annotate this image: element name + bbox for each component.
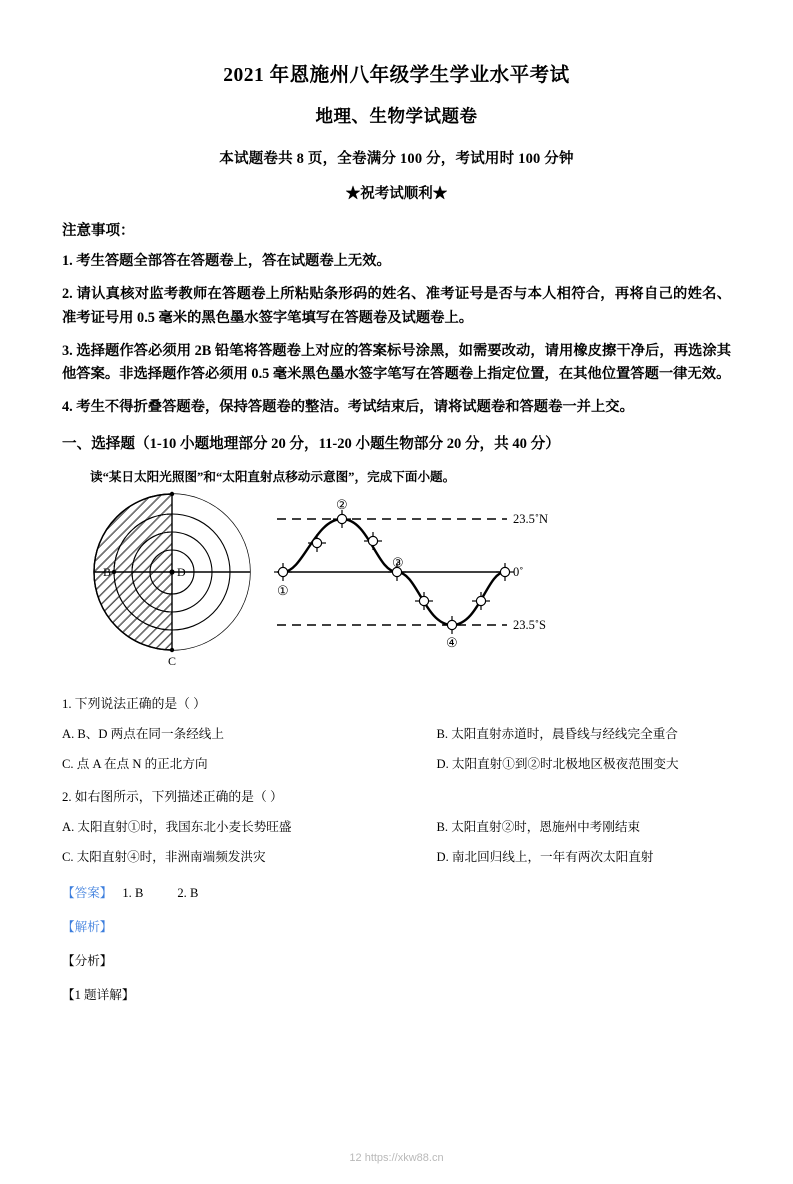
figure-sun-illumination (62, 489, 731, 679)
figure-svg (77, 489, 717, 677)
question-1-options (62, 723, 731, 742)
notice-item-4: 4. 考生不得折叠答题卷，保持答题卷的整洁。考试结束后，请将试题卷和答题卷一并上交。 (62, 399, 634, 416)
option-1-D[interactable]: D. 太阳直射①到②时北极地区极夜范围变大 (436, 757, 679, 772)
option-1-A[interactable]: A. B、D 两点在同一条经线上 (62, 727, 224, 742)
question-lead: 读“某日太阳光照图”和“太阳直射点移动示意图”，完成下面小题。 (90, 470, 456, 485)
label-D: D (176, 565, 186, 580)
option-2-C[interactable]: C. 太阳直射④时，非洲南端频发洪灾 (62, 850, 266, 865)
option-2-B[interactable]: B. 太阳直射②时，恩施州中考刚结束 (436, 820, 641, 835)
answer-2: 2. B (177, 886, 199, 901)
wish-line: ★祝考试顺利★ (345, 186, 448, 203)
notice-heading: 注意事项： (62, 223, 135, 240)
option-1-B[interactable]: B. 太阳直射赤道时，晨昏线与经线完全重合 (436, 727, 678, 742)
label-A (168, 489, 177, 490)
exam-info: 本试题卷共 8 页，全卷满分 100 分，考试用时 100 分钟 (219, 151, 574, 168)
label-point-2: ② (335, 497, 348, 513)
option-1-C[interactable]: C. 点 A 在点 N 的正北方向 (62, 757, 208, 772)
notice-item-3: 3. 选择题作答必须用 2B 铅笔将答题卷上对应的答案标号涂黑，如需要改动，请用橡皮擦干净后，再选涂其他答案。非选择题作答必须用 0.5 毫米黑色墨水签字笔写在答题卷上指定位置，在其他位置答题一律无效。 (62, 342, 731, 382)
label-lat-zero: 0˚ (512, 565, 523, 580)
section-heading: 一、选择题（1-10 小题地理部分 20 分，11-20 小题生物部分 20 分，共 40 分） (62, 436, 560, 453)
notice-item-2: 2. 请认真核对监考教师在答题卷上所粘贴条形码的姓名、准考证号是否与本人相符合，再将自己的姓名、准考证号用 0.5 毫米的黑色墨水签字笔填写在答题卷及试题卷上。 (62, 286, 731, 326)
footer-watermark: 12 https://xkw88.cn (349, 1152, 444, 1164)
notice-item-1: 1. 考生答题全部答在答题卷上，答在试题卷上无效。 (62, 253, 391, 270)
detail-tag: 【1 题详解】 (62, 988, 135, 1003)
label-lat-north: 23.5˚N (512, 512, 548, 527)
option-2-A[interactable]: A. 太阳直射①时，我国东北小麦长势旺盛 (62, 820, 292, 835)
label-lat-south: 23.5˚S (512, 618, 546, 633)
page-title: 2021 年恩施州八年级学生学业水平考试 (223, 65, 570, 86)
option-2-D[interactable]: D. 南北回归线上，一年有两次太阳直射 (436, 850, 654, 865)
answer-1: 1. B (122, 886, 144, 901)
analysis-tag: 【解析】 (62, 920, 113, 935)
label-B: B (102, 565, 111, 580)
globe-diagram (94, 489, 250, 668)
answer-row (62, 882, 731, 901)
answer-tag: 【答案】 (62, 886, 113, 901)
declination-diagram (274, 497, 548, 650)
label-point-1: ① (276, 583, 289, 599)
label-point-3: ③ (391, 555, 404, 571)
document-page (0, 62, 793, 1184)
question-1-stem: 1. 下列说法正确的是（ ） (62, 697, 206, 712)
label-point-4: ④ (445, 635, 458, 651)
page-subtitle: 地理、生物学试题卷 (315, 106, 478, 127)
fenxi-tag: 【分析】 (62, 954, 113, 969)
label-C: C (167, 654, 176, 669)
question-2-options (62, 816, 731, 835)
question-2-stem: 2. 如右图所示，下列描述正确的是（ ） (62, 790, 283, 805)
